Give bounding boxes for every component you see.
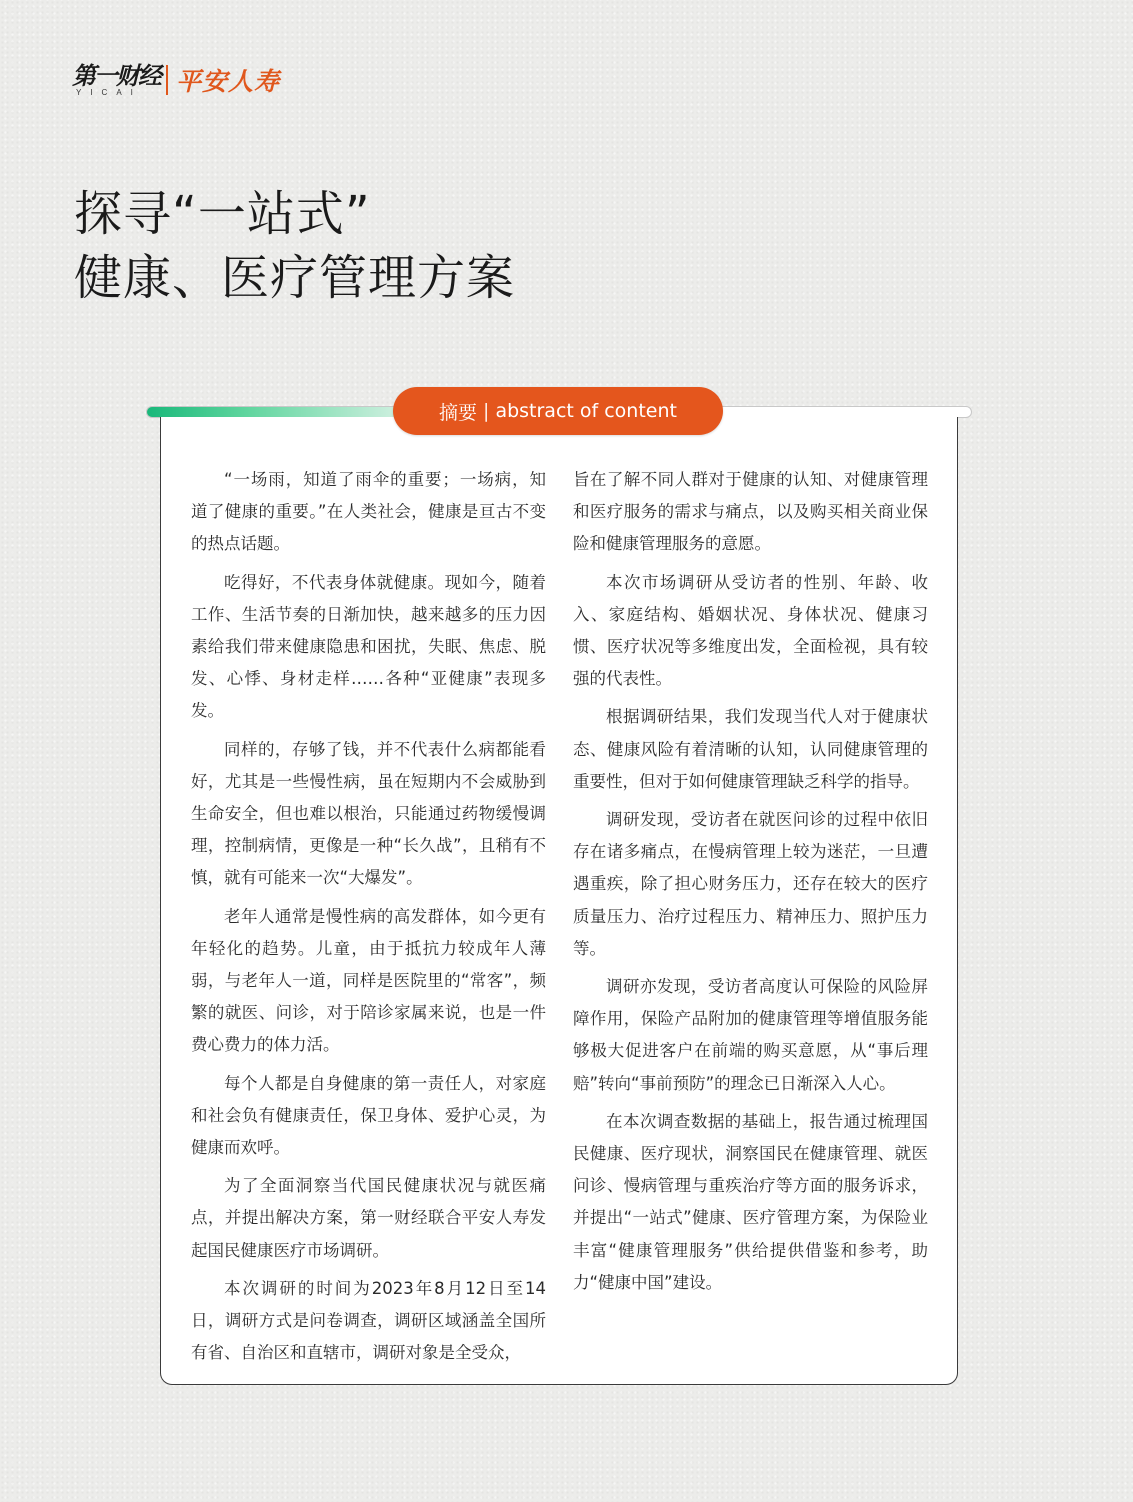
paragraph: 吃得好，不代表身体就健康。现如今，随着工作、生活节奏的日渐加快，越来越多的压力因素给我们带来健康隐患和困扰，失眠、焦虑、脱发、心悸、身材走样……各种“亚健康”表现多发。 (191, 572, 546, 721)
paragraph: 同样的，存够了钱，并不代表什么病都能看好，尤其是一些慢性病，虽在短期内不会威胁到生命安全，但也难以根治，只能通过药物缓慢调理，控制病情，更像是一种“长久战”，且稍有不慎，就有可能来一次“大爆发”。 (191, 739, 546, 888)
paragraph-continuation: 旨在了解不同人群对于健康的认知、对健康管理和医疗服务的需求与痛点，以及购买相关商业保险和健康管理服务的意愿。 (573, 470, 928, 554)
paragraph: 调研亦发现，受访者高度认可保险的风险屏障作用，保险产品附加的健康管理等增值服务能够极大促进客户在前端的购买意愿，从“事后理赔”转向“事前预防”的理念已日渐深入人心。 (573, 977, 928, 1093)
yicai-logo-text: 第一财经 (72, 61, 160, 90)
pingan-logo: 平安人寿 (176, 67, 281, 96)
abstract-label-zh: 摘要 (439, 401, 478, 424)
paragraph: 为了全面洞察当代国民健康状况与就医痛点，并提出解决方案，第一财经联合平安人寿发起国民健康医疗市场调研。 (191, 1176, 546, 1260)
paragraph: “一场雨，知道了雨伞的重要；一场病，知道了健康的重要。”在人类社会，健康是亘古不变的热点话题。 (191, 470, 546, 554)
paragraph: 调研发现，受访者在就医问诊的过程中依旧存在诸多痛点，在慢病管理上较为迷茫，一旦遭遇重疾，除了担心财务压力，还存在较大的医疗质量压力、治疗过程压力、精神压力、照护压力等。 (573, 810, 928, 958)
paragraph: 每个人都是自身健康的第一责任人，对家庭和社会负有健康责任，保卫身体、爱护心灵，为健康而欢呼。 (191, 1073, 546, 1158)
paragraph: 在本次调查数据的基础上，报告通过梳理国民健康、医疗现状，洞察国民在健康管理、就医问诊、慢病管理与重疾治疗等方面的服务诉求，并提出“一站式”健康、医疗管理方案，为保险业丰富“健康管理服务”供给提供借鉴和参考，助力“健康中国”建设。 (573, 1111, 928, 1292)
logo-divider (166, 65, 168, 95)
title-line-2: 健康、医疗管理方案 (74, 250, 516, 306)
header-logo (72, 60, 280, 100)
abstract-left-column (191, 464, 546, 1375)
paragraph: 本次调研的时间为2023年8月12日至14日，调研方式是问卷调查，调研区域涵盖全国所有省、自治区和直辖市，调研对象是全受众， (191, 1278, 546, 1363)
yicai-logo-subtext: YICAI (76, 87, 142, 97)
paragraph: 根据调研结果，我们发现当代人对于健康状态、健康风险有着清晰的认知，认同健康管理的重要性，但对于如何健康管理缺乏科学的指导。 (573, 707, 928, 791)
yicai-logo (72, 61, 160, 97)
page-title (74, 182, 515, 310)
abstract-label (393, 387, 723, 435)
title-line-1: 探寻“一站式” (74, 186, 371, 242)
paragraph: 本次市场调研从受访者的性别、年龄、收入、家庭结构、婚姻状况、身体状况、健康习惯、医疗状况等多维度出发，全面检视，具有较强的代表性。 (573, 572, 928, 689)
abstract-label-en: abstract of content (495, 400, 677, 422)
paragraph: 老年人通常是慢性病的高发群体，如今更有年轻化的趋势。儿童，由于抵抗力较成年人薄弱，与老年人一道，同样是医院里的“常客”，频繁的就医、问诊，对于陪诊家属来说，也是一件费心费力的体力活。 (191, 906, 546, 1055)
abstract-right-column (573, 464, 928, 1305)
abstract-label-separator: | (483, 400, 490, 422)
